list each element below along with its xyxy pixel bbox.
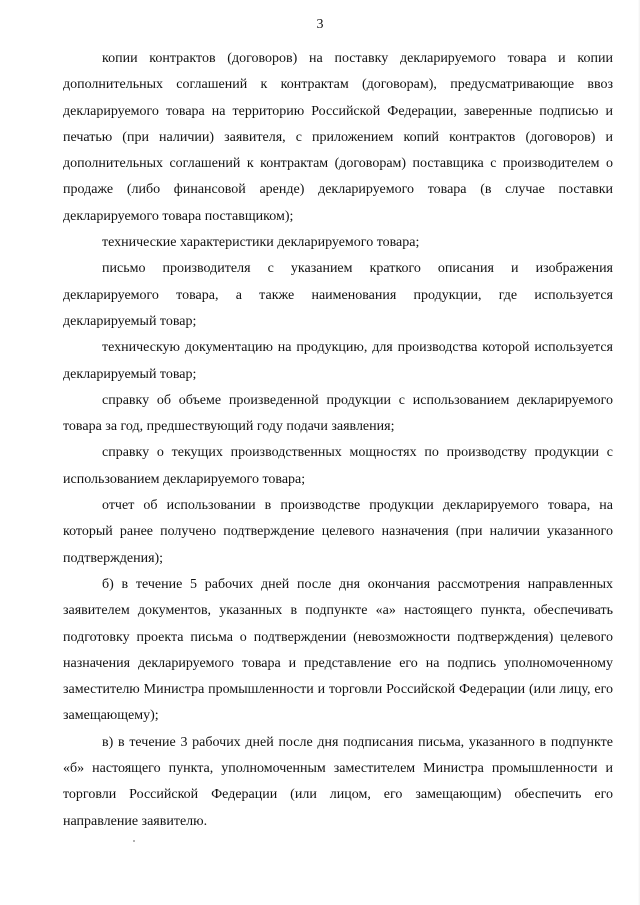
scan-speck — [133, 840, 135, 842]
paragraph-tech-docs: техническую документацию на продукцию, для производства которой используется декларируемый товар; — [63, 340, 613, 382]
paragraph-tech-specs: технические характеристики декларируемого товара; — [102, 235, 420, 251]
paragraph-item-v: в) в течение 3 рабочих дней после дня подписания письма, указанного в подпункте «б» настоящего пункта, уполномоченным заместителем Министра промышленности и торговли Российской Федерации (или лицом, его замещающим) обеспечить его направление заявителю. — [63, 734, 613, 829]
paragraph-production-capacity: справку о текущих производственных мощностях по производству продукции с использованием декларируемого товара; — [63, 445, 613, 487]
paragraph-production-volume: справку об объеме произведенной продукции с использованием декларируемого товара за год, предшествующий году подачи заявления; — [63, 392, 613, 435]
paragraph-usage-report: отчет об использовании в производстве продукции декларируемого товара, на который ранее получено подтверждение целевого назначения (при наличии указанного подтверждения); — [63, 498, 613, 566]
paragraph-contracts: копии контрактов (договоров) на поставку декларируемого товара и копии дополнительных соглашений к контрактам (договорам), предусматривающие ввоз декларируемого товара на территорию Российской Федерации, заверенные подписью и печатью (при наличии) заявителя, с приложением копий контрактов (договоров) и дополнительных соглашений к контрактам (договорам) поставщика с производителем о продаже (либо финансовой аренде) декларируемого товара (в случае поставки декларируемого товара поставщиком); — [63, 51, 613, 224]
document-body — [63, 46, 613, 835]
page-number: 3 — [316, 17, 324, 32]
paragraph-item-b: б) в течение 5 рабочих дней после дня окончания рассмотрения направленных заявителем документов, указанных в подпункте «а» настоящего пункта, обеспечивать подготовку проекта письма о подтверждении (невозможности подтверждения) целевого назначения декларируемого товара и представление его на подпись уполномоченному заместителю Министра промышленности и торговли Российской Федерации (или лицу, его замещающему); — [63, 576, 613, 724]
paragraph-manufacturer-letter: письмо производителя с указанием краткого описания и изображения декларируемого товара, а также наименования продукции, где используется декларируемый товар; — [63, 261, 613, 329]
